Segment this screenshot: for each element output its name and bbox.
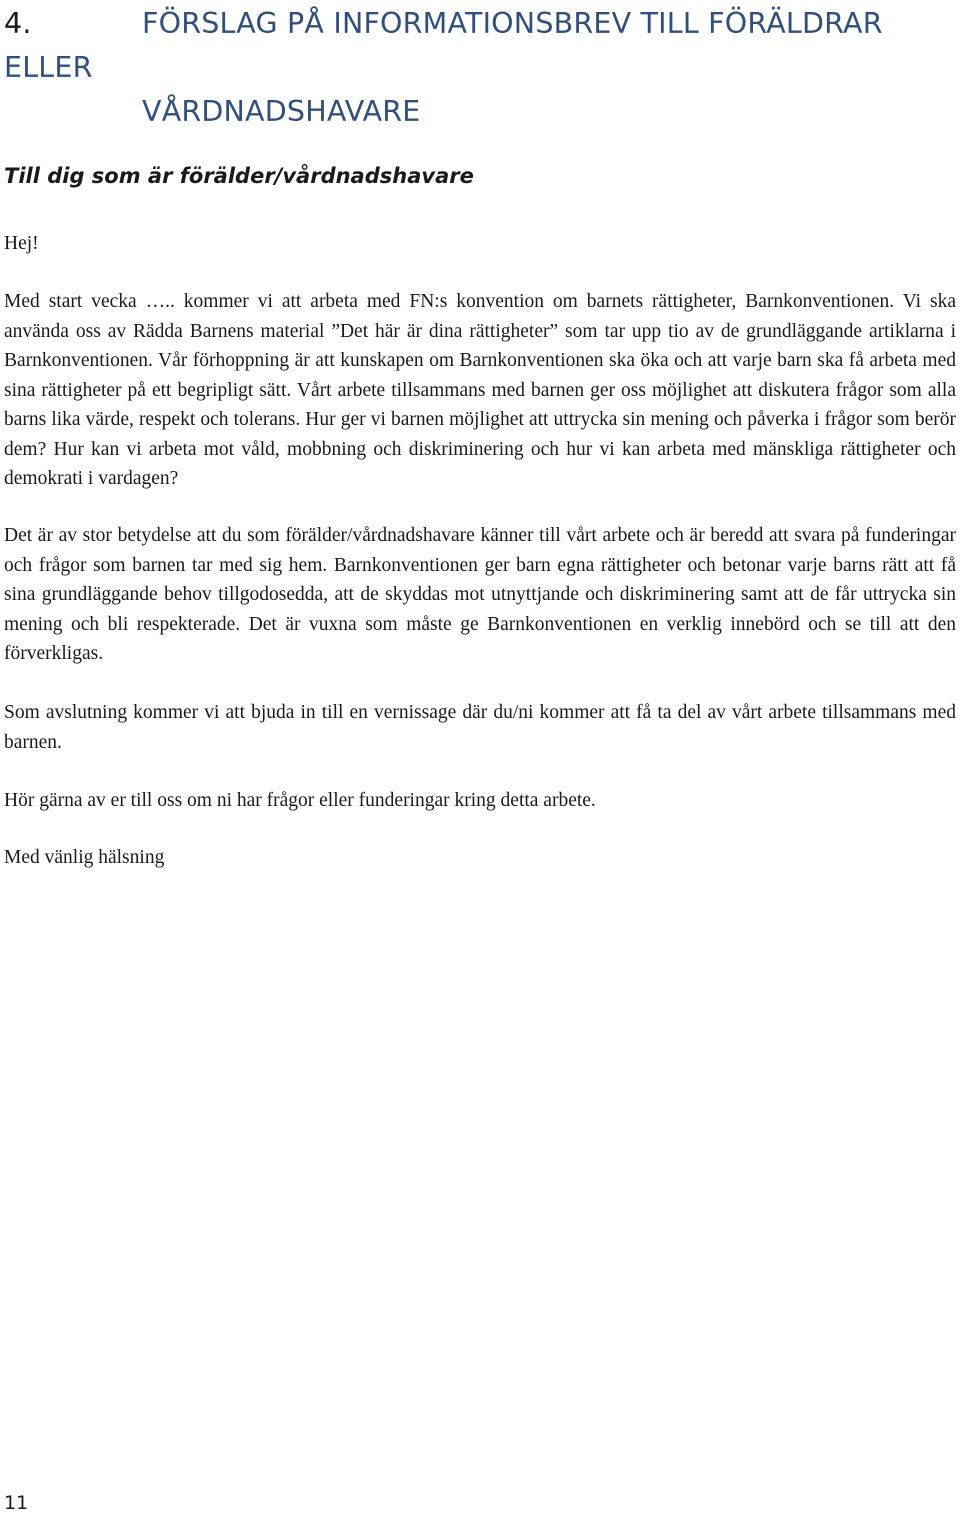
closing-salutation: Med vänlig hälsning [4,847,165,868]
page-number: 11 [4,1492,29,1514]
section-title-line-2: VÅRDNADSHAVARE [142,95,421,128]
section-heading [4,2,960,134]
letter-subheading: Till dig som är förälder/vårdnadshavare [4,164,474,188]
paragraph-contact: Hör gärna av er till oss om ni har frågor eller funderingar kring detta arbete. [4,790,596,811]
paragraph-importance: Det är av stor betydelse att du som förälder/vårdnadshavare känner till vårt arbete och är beredd att svara på funderingar och frågor som barnen tar med sig hem. Barnkonventionen ger barn egna rättigheter och betonar varje barns rätt att få sina grundläggande behov tillgodosedda, att de skyddas mot utnyttjande och diskriminering samt att de får uttrycka sin mening och bli respekterade. Det är vuxna som måste ge Barnkonventionen en verklig innebörd och se till att den förverkligas. [4,525,956,664]
paragraph-vernissage: Som avslutning kommer vi att bjuda in till en vernissage där du/ni kommer att få ta del av vårt arbete tillsammans med barnen. [4,702,956,753]
section-number: 4. [4,7,32,40]
greeting: Hej! [4,233,39,254]
section-title-line-1: FÖRSLAG PÅ INFORMATIONSBREV TILL FÖRÄLDRAR ELLER [4,7,883,84]
paragraph-intro: Med start vecka ….. kommer vi att arbeta med FN:s konvention om barnets rättigheter, Barnkonventionen. Vi ska använda oss av Rädda Barnens material ”Det här är dina rättigheter” som tar upp tio av de grundläggande artiklarna i Barnkonventionen. Vår förhoppning är att kunskapen om Barnkonventionen ska öka och att varje barn ska få arbeta med sina rättigheter på ett begripligt sätt. Vårt arbete tillsammans med barnen ger oss möjlighet att diskutera frågor som alla barns lika värde, respekt och tolerans. Hur ger vi barnen möjlighet att uttrycka sin mening och påverka i frågor som berör dem? Hur kan vi arbeta mot våld, mobbning och diskriminering och hur vi kan arbeta med mänskliga rättigheter och demokrati i vardagen? [4,291,956,489]
